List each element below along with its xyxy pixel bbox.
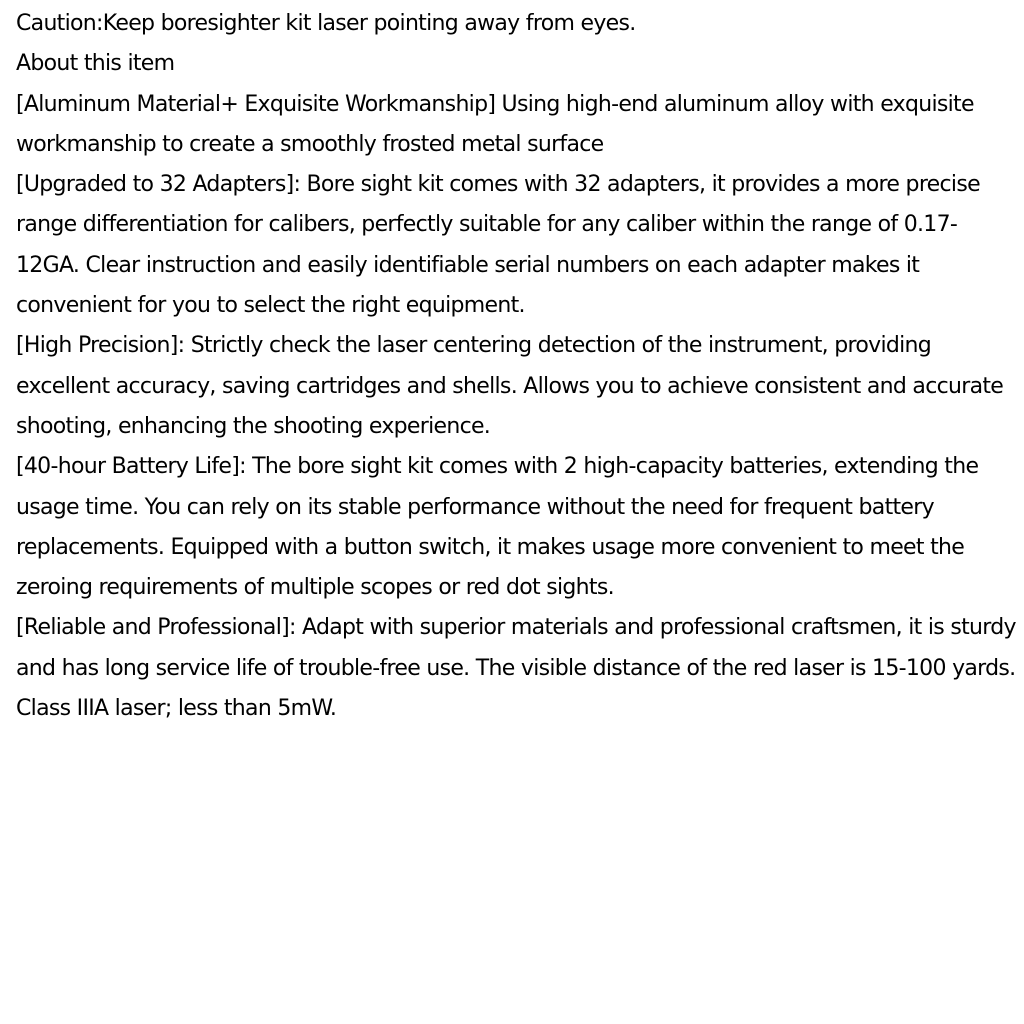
- paragraph-high-precision: [High Precision]: Strictly check the laser centering detection of the instrument, providing excellent accuracy, saving cartridges and shells. Allows you to achieve consistent and accurate shooting, enhancing the shooting experience.: [16, 333, 1004, 439]
- paragraph-reliable-professional: [Reliable and Professional]: Adapt with superior materials and professional craftsmen, it is sturdy and has long service life of trouble-free use. The visible distance of the red laser is 15-100 yards. Class IIIA laser; less than 5mW.: [16, 615, 1016, 722]
- caution-note: Caution:Keep boresighter kit laser pointing away from eyes.: [16, 11, 636, 36]
- paragraph-aluminum-material: [Aluminum Material+ Exquisite Workmanship] Using high-end aluminum alloy with exquisite workmanship to create a smoothly frosted metal surface: [16, 91, 974, 157]
- product-description: [16, 4, 1020, 729]
- paragraph-battery-life: [40-hour Battery Life]: The bore sight kit comes with 2 high-capacity batteries, extending the usage time. You can rely on its stable performance without the need for frequent battery replacements. Equipped with a button switch, it makes usage more convenient to meet the zeroing requirements of multiple scopes or red dot sights.: [16, 454, 979, 601]
- section-heading: About this item: [16, 51, 175, 77]
- paragraph-adapters: [Upgraded to 32 Adapters]: Bore sight kit comes with 32 adapters, it provides a more precise range differentiation for calibers, perfectly suitable for any caliber within the range of 0.17-12GA. Clear instruction and easily identifiable serial numbers on each adapter makes it convenient for you to select the right equipment.: [16, 172, 980, 319]
